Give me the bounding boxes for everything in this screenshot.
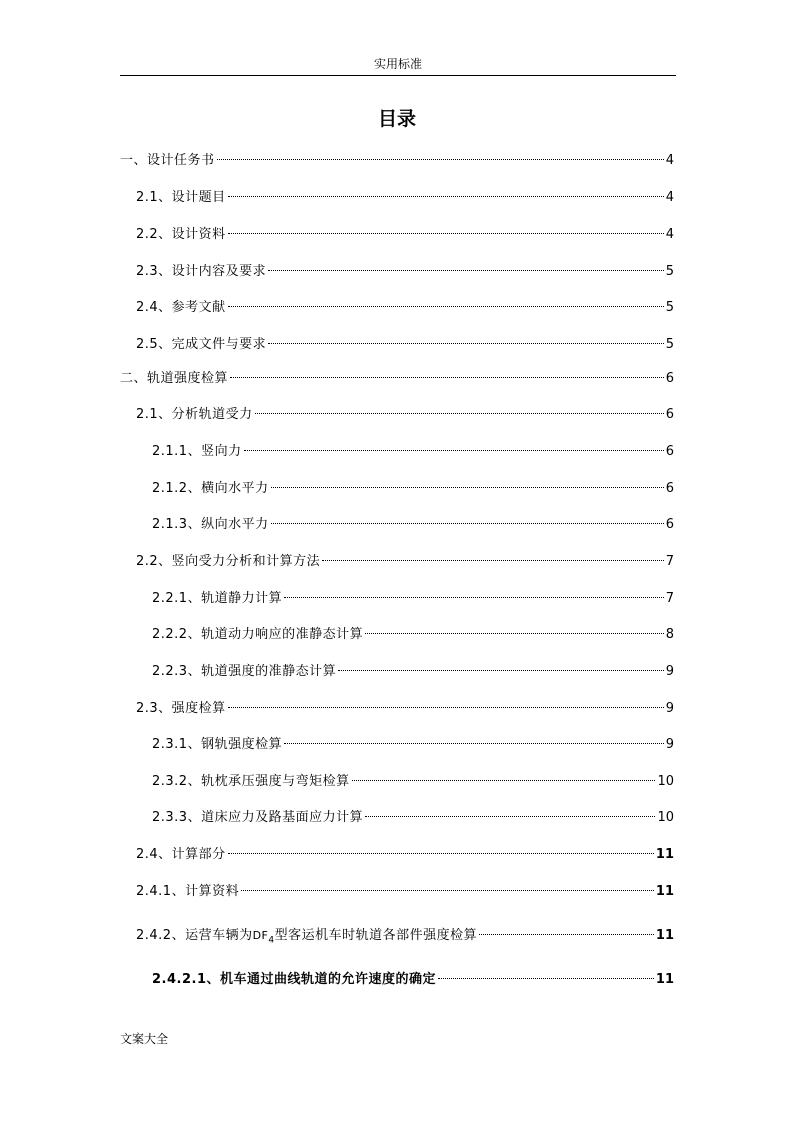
- leader-dots: [284, 597, 664, 598]
- locomotive-model-subscript: 4: [268, 935, 275, 946]
- toc-entry-label: 2.2.1、轨道静力计算: [152, 591, 283, 606]
- toc-entry-page: 7: [665, 554, 674, 569]
- toc-entry[interactable]: [152, 515, 674, 535]
- leader-dots: [228, 196, 664, 197]
- toc-entry-label: 2.4、参考文献: [136, 300, 226, 315]
- leader-dots: [268, 270, 664, 271]
- toc-entry[interactable]: [152, 589, 674, 609]
- toc-entry-label-suffix: 型客运机车时轨道各部件强度检算: [274, 928, 478, 943]
- toc-entry-page: 6: [665, 407, 674, 422]
- toc-entry[interactable]: [136, 335, 674, 355]
- toc-entry-label: 一、设计任务书: [120, 153, 215, 168]
- toc-entry-label: 2.3、设计内容及要求: [136, 264, 267, 279]
- toc-entry[interactable]: [136, 552, 674, 572]
- toc-entry-label: 2.3、强度检算: [136, 701, 226, 716]
- toc-entry-page: 9: [665, 701, 674, 716]
- toc-entry-label: 2.2、竖向受力分析和计算方法: [136, 554, 321, 569]
- toc-entry[interactable]: [152, 442, 674, 462]
- leader-dots: [228, 853, 654, 854]
- toc-entry[interactable]: [152, 735, 674, 755]
- toc-entry-page: 5: [665, 264, 674, 279]
- toc-entry-label: [136, 926, 477, 951]
- leader-dots: [255, 413, 664, 414]
- toc-entry-page: 6: [665, 517, 674, 532]
- toc-entry-label: 二、轨道强度检算: [120, 371, 229, 386]
- toc-entry-label: 2.2.2、轨道动力响应的准静态计算: [152, 627, 364, 642]
- leader-dots: [365, 633, 664, 634]
- toc-entry-label: 2.3.3、道床应力及路基面应力计算: [152, 810, 364, 825]
- toc-entry-page: 9: [665, 664, 674, 679]
- toc-entry-page: 11: [655, 884, 674, 899]
- leader-dots: [268, 343, 664, 344]
- toc-entry-page: 10: [657, 774, 674, 789]
- page-header: 实用标准: [373, 57, 422, 71]
- toc-entry-label: 2.2.3、轨道强度的准静态计算: [152, 664, 337, 679]
- toc-entry-label: 2.3.1、钢轨强度检算: [152, 737, 283, 752]
- toc-entry[interactable]: [152, 625, 674, 645]
- toc-entry-label-prefix: 2.4.2、运营车辆为: [136, 928, 253, 943]
- toc-entry[interactable]: [152, 808, 674, 828]
- toc-entry[interactable]: [136, 882, 674, 902]
- leader-dots: [365, 816, 655, 817]
- leader-dots: [322, 560, 664, 561]
- toc-entry[interactable]: [152, 772, 674, 792]
- toc-entry-page: 4: [665, 190, 674, 205]
- toc-entry[interactable]: [120, 151, 674, 171]
- toc-entry-label: 2.2、设计资料: [136, 227, 226, 242]
- leader-dots: [271, 487, 664, 488]
- toc-entry-label: 2.1.3、纵向水平力: [152, 517, 269, 532]
- toc-entry-page: 11: [655, 928, 674, 943]
- page-footer: 文案大全: [120, 1032, 169, 1046]
- leader-dots: [438, 978, 654, 979]
- toc-entry-page: 11: [655, 847, 674, 862]
- toc-entry-page: 6: [665, 481, 674, 496]
- toc-entry[interactable]: [136, 699, 674, 719]
- toc-entry[interactable]: [152, 662, 674, 682]
- toc-entry[interactable]: [120, 369, 674, 389]
- toc-entry[interactable]: [136, 225, 674, 245]
- toc-entry-label: 2.1.1、竖向力: [152, 444, 242, 459]
- toc-entry-label: 2.4.1、计算资料: [136, 884, 240, 899]
- toc-entry-label: 2.1、设计题目: [136, 190, 226, 205]
- toc-entry[interactable]: [152, 970, 674, 990]
- leader-dots: [228, 707, 664, 708]
- leader-dots: [241, 890, 654, 891]
- toc-entry-page: 4: [665, 227, 674, 242]
- toc-entry[interactable]: [136, 405, 674, 425]
- toc-entry-label: 2.4.2.1、机车通过曲线轨道的允许速度的确定: [152, 972, 436, 987]
- leader-dots: [244, 450, 664, 451]
- leader-dots: [228, 306, 664, 307]
- toc-entry-label: 2.1.2、横向水平力: [152, 481, 269, 496]
- toc-entry[interactable]: [136, 262, 674, 282]
- toc-entry-page: 4: [665, 153, 674, 168]
- toc-entry-label: 2.1、分析轨道受力: [136, 407, 253, 422]
- toc-entry-page: 5: [665, 337, 674, 352]
- toc-entry[interactable]: [136, 188, 674, 208]
- leader-dots: [352, 780, 656, 781]
- locomotive-model: DF: [252, 929, 269, 942]
- leader-dots: [338, 670, 664, 671]
- toc-entry-page: 10: [657, 810, 674, 825]
- toc-entry-page: 7: [665, 591, 674, 606]
- toc-entry[interactable]: [136, 845, 674, 865]
- toc-entry[interactable]: [136, 926, 674, 946]
- toc-entry-page: 6: [665, 444, 674, 459]
- leader-dots: [228, 233, 664, 234]
- toc-entry[interactable]: [152, 479, 674, 499]
- header-rule: [120, 75, 676, 76]
- leader-dots: [284, 743, 664, 744]
- leader-dots: [479, 934, 654, 935]
- leader-dots: [217, 159, 664, 160]
- toc-entry-page: 5: [665, 300, 674, 315]
- leader-dots: [230, 377, 664, 378]
- toc-entry[interactable]: [136, 298, 674, 318]
- toc-entry-page: 8: [665, 627, 674, 642]
- toc-entry-label: 2.5、完成文件与要求: [136, 337, 267, 352]
- toc-entry-page: 6: [665, 371, 674, 386]
- leader-dots: [271, 523, 664, 524]
- toc-entry-page: 9: [665, 737, 674, 752]
- toc-title: 目录: [377, 108, 416, 130]
- toc-entry-label: 2.3.2、轨枕承压强度与弯矩检算: [152, 774, 350, 789]
- toc-entry-label: 2.4、计算部分: [136, 847, 226, 862]
- toc-entry-page: 11: [655, 972, 674, 987]
